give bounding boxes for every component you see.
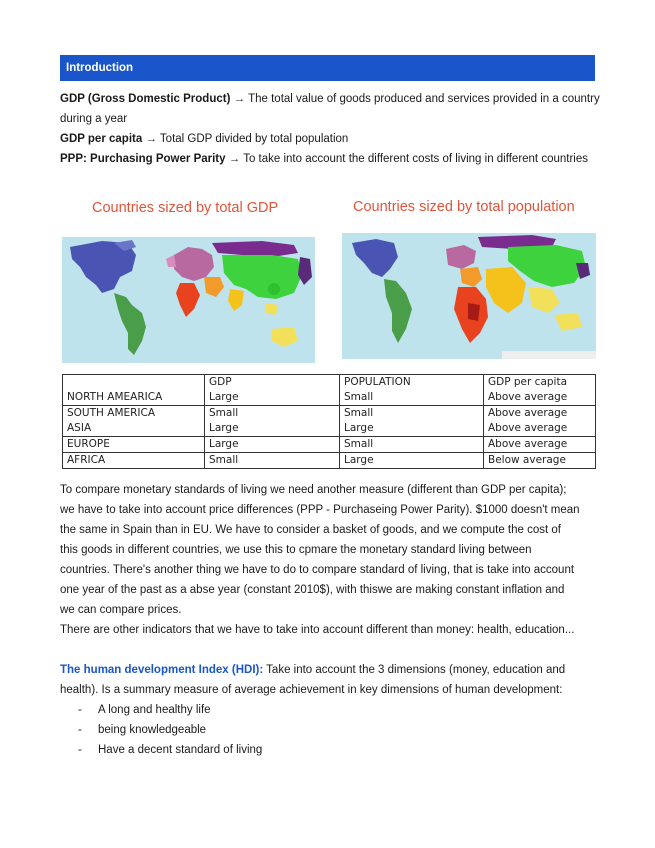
hdi-text: Take into account the 3 dimensions (money, education and bbox=[263, 664, 566, 676]
population-cartogram-svg bbox=[342, 233, 596, 359]
list-item bbox=[60, 740, 600, 760]
table-row bbox=[63, 406, 596, 437]
table-cell-gdp: Large bbox=[209, 422, 239, 434]
hdi-dimensions-list bbox=[60, 700, 600, 760]
paragraph-line: To compare monetary standards of living we need another measure (different than GDP per capita); bbox=[60, 484, 567, 496]
table-cell-gdp: Large bbox=[205, 437, 340, 453]
china-highlight bbox=[268, 283, 280, 295]
list-item-text: being knowledgeable bbox=[98, 724, 207, 736]
list-item bbox=[60, 700, 600, 720]
table-cell bbox=[340, 375, 484, 406]
table-cell bbox=[205, 375, 340, 406]
paragraph-line: There are other indicators that we have to take into account different than money: health, education... bbox=[60, 624, 575, 636]
paragraph-line: one year of the past as a abse year (constant 2010$), with thiswe are making constant inflation and bbox=[60, 584, 565, 596]
table-header-gdp: GDP bbox=[209, 376, 232, 388]
table-cell bbox=[63, 406, 205, 437]
list-item-text: A long and healthy life bbox=[98, 704, 211, 716]
definition-term: GDP (Gross Domestic Product) bbox=[60, 93, 231, 105]
table-cell-region: SOUTH AMERICA bbox=[67, 407, 156, 419]
table-cell-gdp-per-capita: Above average bbox=[488, 391, 568, 403]
ppp-explanation-paragraph bbox=[60, 480, 600, 640]
section-header-introduction bbox=[60, 55, 595, 81]
paragraph-line: the same in Spain than in EU. We have to consider a basket of goods, and we compute the cost of bbox=[60, 524, 561, 536]
table-cell-region: ASIA bbox=[67, 422, 92, 434]
definition-text: → The total value of goods produced and services provided in a country during a year bbox=[60, 93, 600, 125]
paragraph-line: this goods in different countries, we use this to cpmare the monetary standard living between bbox=[60, 544, 532, 556]
table-row bbox=[63, 437, 596, 453]
paragraph-line: we have to take into account price differences (PPP - Purchaseing Power Parity). $1000 doesn't mean bbox=[60, 504, 580, 516]
map-title-gdp: Countries sized by total GDP bbox=[92, 200, 279, 216]
table-cell-gdp: Small bbox=[205, 453, 340, 469]
definition-text: → To take into account the different costs of living in different countries bbox=[225, 153, 588, 165]
hdi-intro-line: health). Is a summary measure of average achievement in key dimensions of human development: bbox=[60, 684, 563, 696]
table-cell-population: Small bbox=[340, 437, 484, 453]
gdp-cartogram-image bbox=[62, 237, 315, 368]
table-cell-population: Small bbox=[344, 391, 374, 403]
map-title-population: Countries sized by total population bbox=[353, 199, 575, 215]
gdp-cartogram-svg bbox=[62, 237, 315, 363]
definition-gdp-per-capita bbox=[60, 129, 600, 149]
central-africa-region bbox=[468, 303, 480, 321]
table-cell bbox=[340, 406, 484, 437]
table-cell-population: Small bbox=[344, 407, 374, 419]
table-cell-region: NORTH AMEARICA bbox=[67, 391, 163, 403]
bullet-dash: - bbox=[78, 724, 82, 736]
definitions-block bbox=[60, 89, 600, 169]
table-cell bbox=[63, 375, 205, 406]
table-cell-gdp-per-capita: Above average bbox=[484, 437, 596, 453]
table-header-gdp-per-capita: GDP per capita bbox=[488, 376, 568, 388]
paragraph-line: we can compare prices. bbox=[60, 604, 182, 616]
section-title: Introduction bbox=[66, 62, 134, 74]
hdi-term: The human development Index (HDI): bbox=[60, 664, 264, 676]
definition-term: PPP: Purchasing Power Parity bbox=[60, 153, 226, 165]
gdp-population-table bbox=[62, 374, 596, 469]
table-row bbox=[63, 453, 596, 469]
definition-ppp bbox=[60, 149, 600, 169]
definition-term: GDP per capita bbox=[60, 133, 143, 145]
table-cell-gdp: Small bbox=[209, 407, 239, 419]
table-cell-header bbox=[67, 375, 200, 390]
table-cell-region: AFRICA bbox=[63, 453, 205, 469]
list-item-text: Have a decent standard of living bbox=[98, 744, 263, 756]
hdi-intro-line bbox=[60, 660, 600, 680]
hdi-section bbox=[60, 660, 600, 760]
table-cell-gdp-per-capita: Above average bbox=[488, 422, 568, 434]
se-asia-region bbox=[266, 303, 278, 315]
table-cell-gdp-per-capita: Above average bbox=[488, 407, 568, 419]
paragraph-line: countries. There's another thing we have to do to compare standard of living, that is take into account bbox=[60, 564, 575, 576]
definition-gdp bbox=[60, 89, 600, 129]
table-cell bbox=[484, 375, 596, 406]
table-row bbox=[63, 375, 596, 406]
table-cell-population: Large bbox=[344, 422, 374, 434]
bullet-dash: - bbox=[78, 704, 82, 716]
table-cell bbox=[205, 406, 340, 437]
list-item bbox=[60, 720, 600, 740]
bullet-dash: - bbox=[78, 744, 82, 756]
table-cell-gdp: Large bbox=[209, 391, 239, 403]
map-caption-strip bbox=[502, 351, 596, 359]
table-cell-region: EUROPE bbox=[63, 437, 205, 453]
definition-text: → Total GDP divided by total population bbox=[142, 133, 349, 145]
table-cell bbox=[484, 406, 596, 437]
table-cell-population: Large bbox=[340, 453, 484, 469]
population-cartogram-image bbox=[342, 233, 596, 364]
table-header-population: POPULATION bbox=[344, 376, 411, 388]
table-cell-gdp-per-capita: Below average bbox=[484, 453, 596, 469]
